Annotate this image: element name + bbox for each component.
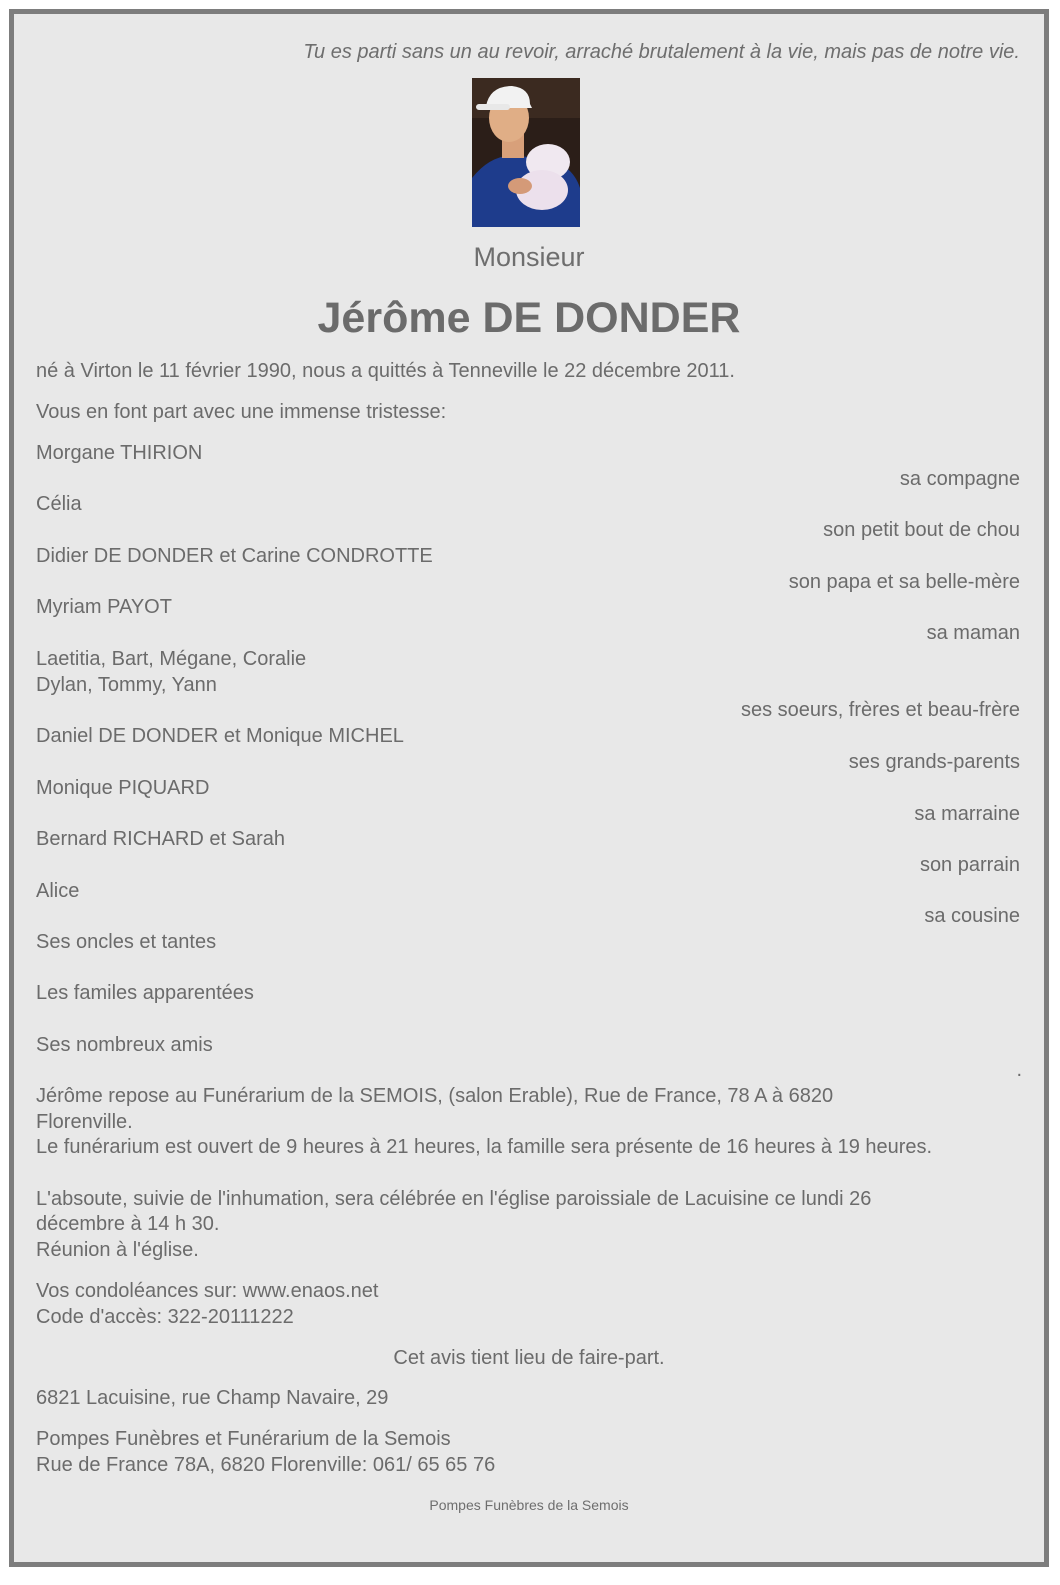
obituary-card xyxy=(9,9,1049,1567)
family-member-name: Les familes apparentées xyxy=(36,982,254,1004)
family-member-name: Myriam PAYOT xyxy=(36,596,172,618)
intro-line: Vous en font part avec une immense tristesse: xyxy=(36,401,447,423)
undertaker-line: Rue de France 78A, 6820 Florenville: 061/ 65 65 76 xyxy=(36,1454,496,1476)
family-member-relation: son petit bout de chou xyxy=(823,519,1020,541)
ceremony-line: décembre à 14 h 30. xyxy=(36,1213,220,1235)
funerarium-line: Florenville. xyxy=(36,1111,133,1133)
family-member-relation: sa cousine xyxy=(924,905,1020,927)
family-member-name: Célia xyxy=(36,493,82,515)
family-member-relation: sa compagne xyxy=(899,468,1020,490)
funerarium-line: Jérôme repose au Funérarium de la SEMOIS, (salon Erable), Rue de France, 78 A à 6820 xyxy=(36,1085,834,1107)
footer-credit: Pompes Funèbres de la Semois xyxy=(429,1497,629,1513)
family-member-name: Alice xyxy=(36,880,80,902)
condolences-line: Vos condoléances sur: www.enaos.net xyxy=(36,1280,379,1302)
family-member-name: Bernard RICHARD et Sarah xyxy=(36,828,285,850)
family-member-relation: son papa et sa belle-mère xyxy=(788,571,1020,593)
birth-death-line: né à Virton le 11 février 1990, nous a quittés à Tenneville le 22 décembre 2011. xyxy=(36,360,735,382)
family-member-name: Dylan, Tommy, Yann xyxy=(36,674,217,696)
undertaker-line: Pompes Funèbres et Funérarium de la Semois xyxy=(36,1428,451,1450)
family-member-relation: ses soeurs, frères et beau-frère xyxy=(740,699,1020,721)
title-prefix: Monsieur xyxy=(473,242,585,272)
family-member-name: Ses nombreux amis xyxy=(36,1034,213,1056)
deceased-name: Jérôme DE DONDER xyxy=(317,294,741,342)
ceremony-line: L'absoute, suivie de l'inhumation, sera célébrée en l'église paroissiale de Lacuisine ce lundi 26 xyxy=(36,1188,872,1210)
family-member-name: Daniel DE DONDER et Monique MICHEL xyxy=(36,725,404,747)
family-member-name: Laetitia, Bart, Mégane, Coralie xyxy=(36,648,307,670)
family-member-relation: sa marraine xyxy=(914,803,1020,825)
ceremony-line: Réunion à l'église. xyxy=(36,1239,199,1261)
access-code-line: Code d'accès: 322-20111222 xyxy=(36,1306,294,1328)
family-member-name: Morgane THIRION xyxy=(36,442,203,464)
family-member-name: Monique PIQUARD xyxy=(36,777,210,799)
family-member-name: Ses oncles et tantes xyxy=(36,931,217,953)
epitaph-quote: Tu es parti sans un au revoir, arraché brutalement à la vie, mais pas de notre vie. xyxy=(303,41,1020,63)
family-member-relation: son parrain xyxy=(919,854,1020,876)
family-member-relation: ses grands-parents xyxy=(848,751,1020,773)
portrait-photo xyxy=(472,78,580,227)
family-member-relation: sa maman xyxy=(926,622,1020,644)
family-member-name: Didier DE DONDER et Carine CONDROTTE xyxy=(36,545,433,567)
notice-line: Cet avis tient lieu de faire-part. xyxy=(393,1347,665,1369)
funerarium-line: Le funérarium est ouvert de 9 heures à 21 heures, la famille sera présente de 16 heures à 19 heures. xyxy=(36,1136,933,1158)
family-member-relation: . xyxy=(1016,1059,1022,1081)
family-address: 6821 Lacuisine, rue Champ Navaire, 29 xyxy=(36,1387,389,1409)
